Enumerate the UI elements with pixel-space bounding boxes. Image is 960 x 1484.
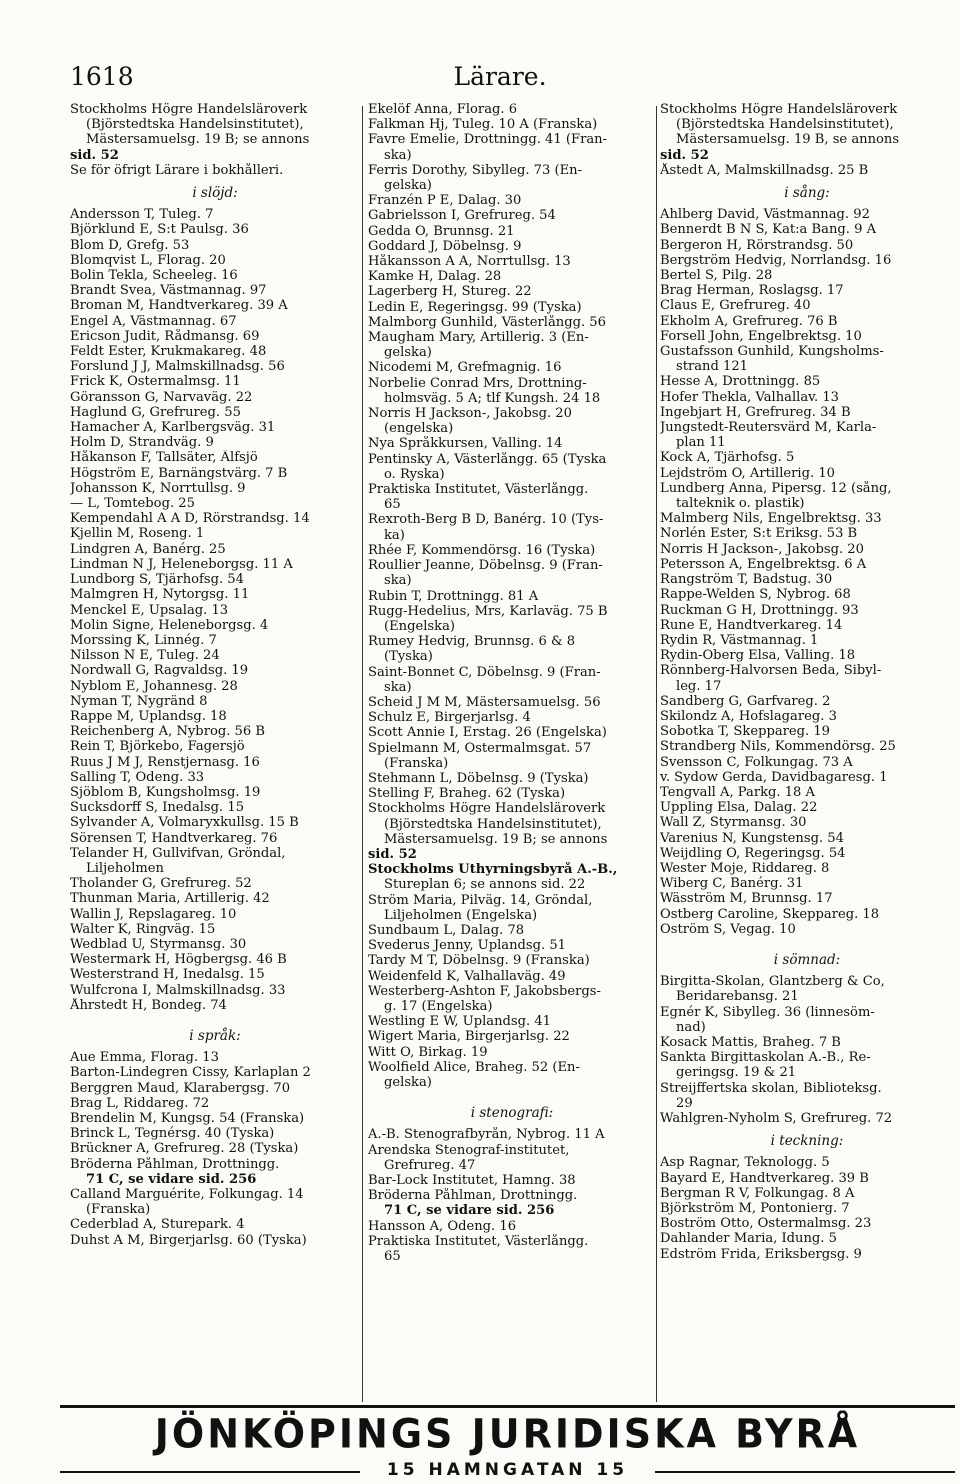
advert-rule-right <box>655 1471 955 1473</box>
directory-entry: Rumey Hedvig, Brunnsg. 6 & 8 <box>368 634 576 650</box>
advert-rule-left <box>60 1471 360 1473</box>
directory-entry: Norbelie Conrad Mrs, Drottning- <box>368 375 587 391</box>
directory-entry: — L, Tomtebog. 25 <box>70 496 195 512</box>
directory-entry: Bröderna Påhlman, Drottningg. <box>70 1156 280 1172</box>
directory-entry: plan 11 <box>676 435 726 451</box>
directory-columns <box>70 102 952 1402</box>
directory-entry: Sörensen T, Handtverkareg. 76 <box>70 830 278 846</box>
directory-entry: Berggren Maud, Klarabergsg. 70 <box>70 1080 291 1096</box>
directory-entry: Bertel S, Pilg. 28 <box>660 268 773 284</box>
directory-entry: nad) <box>676 1019 706 1035</box>
directory-entry: Lindgren A, Banérg. 25 <box>70 541 226 557</box>
section-heading: i stenografi: <box>470 1105 554 1122</box>
directory-entry: 71 C, se vidare sid. 256 <box>86 1171 257 1187</box>
directory-entry: Bergman R V, Folkungag. 8 A <box>660 1185 855 1201</box>
directory-entry: Blom D, Grefg. 53 <box>70 237 190 253</box>
directory-entry: Roullier Jeanne, Döbelnsg. 9 (Fran- <box>368 558 603 574</box>
directory-entry: Andersson T, Tuleg. 7 <box>70 207 214 223</box>
directory-entry: gelska) <box>384 178 432 194</box>
directory-entry: sid. 52 <box>70 147 119 163</box>
directory-entry: Lagerberg H, Stureg. 22 <box>368 284 532 300</box>
directory-entry: Kosack Mattis, Braheg. 7 B <box>660 1034 841 1050</box>
directory-entry: Sundbaum L, Dalag. 78 <box>368 922 525 938</box>
directory-entry: Wäsström M, Brunnsg. 17 <box>660 891 833 907</box>
directory-entry: Stockholms Högre Handelsläroverk <box>660 102 898 117</box>
directory-entry: v. Sydow Gerda, Davidbagaresg. 1 <box>660 769 888 785</box>
directory-entry: Wedblad U, Styrmansg. 30 <box>70 936 247 952</box>
directory-entry: Beridarebansg. 21 <box>676 989 799 1005</box>
directory-entry: Holm D, Strandväg. 9 <box>70 435 214 451</box>
directory-entry: Ruckman G H, Drottningg. 93 <box>660 602 859 618</box>
directory-entry: 29 <box>676 1095 693 1111</box>
advert-address: 15 HAMNGATAN 15 <box>386 1460 629 1480</box>
directory-entry: o. Ryska) <box>384 466 445 482</box>
directory-entry: Bergström Hedvig, Norrlandsg. 16 <box>660 252 892 268</box>
directory-entry: Tardy M T, Döbelnsg. 9 (Franska) <box>368 953 590 969</box>
directory-entry: Stockholms Uthyrningsbyrå A.-B., <box>368 862 618 878</box>
directory-entry: 71 C, se vidare sid. 256 <box>384 1203 555 1219</box>
directory-entry: Kock A, Tjärhofsg. 5 <box>660 450 795 466</box>
directory-entry: Björkström M, Pontonierg. 7 <box>660 1201 850 1217</box>
directory-entry: g. 17 (Engelska) <box>384 998 493 1014</box>
directory-entry: Witt O, Birkag. 19 <box>368 1044 488 1060</box>
directory-entry: Haglund G, Grefrureg. 55 <box>70 404 241 420</box>
directory-entry: Rydin-Öberg Elsa, Valling. 18 <box>660 648 856 664</box>
directory-entry: Wiberg C, Banérg. 31 <box>660 876 804 892</box>
directory-entry: Brag Herman, Roslagsg. 17 <box>660 283 844 299</box>
directory-entry: (Björstedtska Handelsinstitutet), <box>676 117 894 133</box>
directory-entry: Gabrielsson I, Grefrureg. 54 <box>368 208 556 224</box>
directory-entry: Nordwall G, Ragvaldsg. 19 <box>70 663 249 679</box>
directory-entry: Malmborg Gunhild, Västerlångg. 56 <box>368 314 606 330</box>
directory-entry: Nya Språkkursen, Valling. 14 <box>368 436 563 452</box>
directory-entry: Egnér K, Sibylleg. 36 (linnesöm- <box>660 1004 875 1020</box>
directory-entry: Varenius N, Kungstensg. 54 <box>660 830 844 846</box>
directory-entry: Mästersamuelsg. 19 B; se annons <box>86 132 310 148</box>
directory-entry: Ledin E, Regeringsg. 99 (Tyska) <box>368 299 582 315</box>
directory-entry: Rangström T, Badstug. 30 <box>660 572 833 588</box>
directory-entry: Göransson G, Narvaväg. 22 <box>70 389 253 405</box>
directory-entry: Mästersamuelsg. 19 B, se annons <box>676 132 900 148</box>
directory-entry: Svensson C, Folkungag. 73 A <box>660 754 853 770</box>
advertisement-banner <box>60 1405 955 1484</box>
directory-entry: Mästersamuelsg. 19 B; se annons <box>384 831 608 847</box>
directory-entry: Ekholm A, Grefrureg. 76 B <box>660 313 838 329</box>
directory-entry: Rugg-Hedelius, Mrs, Karlaväg. 75 B <box>368 603 608 619</box>
section-heading: i sång: <box>784 185 830 202</box>
directory-entry: Gedda O, Brunnsg. 21 <box>368 223 515 239</box>
directory-entry: Maugham Mary, Artillerig. 3 (En- <box>368 330 589 346</box>
directory-entry: geringsg. 19 & 21 <box>676 1065 797 1081</box>
directory-entry: Forslund J J, Malmskillnadsg. 56 <box>70 359 285 375</box>
directory-entry: (Björstedtska Handelsinstitutet), <box>384 816 602 832</box>
directory-entry: Rydin R, Västmannag. 1 <box>660 632 819 648</box>
directory-entry: Tholander G, Grefrureg. 52 <box>70 876 252 892</box>
directory-entry: Calland Marguérite, Folkungag. 14 <box>70 1187 304 1203</box>
directory-entry: Wallin J, Repslagareg. 10 <box>70 906 237 922</box>
directory-entry: Rubin T, Drottningg. 81 A <box>368 588 539 604</box>
directory-entry: Brandt Svea, Västmannag. 97 <box>70 283 267 299</box>
directory-entry: Menckel E, Upsalag. 13 <box>70 602 229 618</box>
directory-entry: Ingebjart H, Grefrureg. 34 B <box>660 404 851 420</box>
directory-entry: Jungstedt-Reutersvärd M, Karla- <box>660 420 877 436</box>
directory-entry: Pentinsky A, Västerlångg. 65 (Tyska <box>368 451 607 467</box>
directory-entry: Engel A, Västmannag. 67 <box>70 313 237 329</box>
section-heading: i slöjd: <box>192 185 238 202</box>
section-gap <box>368 1090 656 1098</box>
directory-entry: Gustafsson Gunhild, Kungsholms- <box>660 344 884 360</box>
directory-entry: Kamke H, Dalag. 28 <box>368 269 502 285</box>
page-number: 1618 <box>70 62 134 91</box>
directory-entry: Bennerdt B N S, Kat:a Bang. 9 A <box>660 222 877 238</box>
directory-entry: Edström Frida, Eriksbergsg. 9 <box>660 1246 862 1262</box>
directory-entry: A.-B. Stenografbyrån, Nybrog. 11 A <box>368 1127 605 1143</box>
directory-entry: Boström Otto, Östermalmsg. 23 <box>660 1216 872 1232</box>
directory-entry: Birgitta-Skolan, Glantzberg & Co, <box>660 974 885 990</box>
directory-entry: Malmberg Nils, Engelbrektsg. 33 <box>660 511 882 527</box>
directory-entry: Rune E, Handtverkareg. 14 <box>660 617 843 633</box>
directory-entry: Broman M, Handtverkareg. 39 A <box>70 298 288 314</box>
directory-entry: sid. 52 <box>660 147 709 163</box>
directory-entry: Falkman Hj, Tuleg. 10 A (Franska) <box>368 117 598 133</box>
directory-entry: Nicodemi M, Grefmagnig. 16 <box>368 360 562 376</box>
directory-entry: Blomqvist L, Florag. 20 <box>70 252 226 268</box>
directory-entry: Östberg Caroline, Skeppareg. 18 <box>660 906 880 922</box>
directory-entry: Stureplan 6; se annons sid. 22 <box>384 877 586 893</box>
directory-entry: Sobotka T, Skeppareg. 19 <box>660 724 831 740</box>
advert-subrow <box>60 1460 955 1484</box>
directory-entry: Stelling F, Braheg. 62 (Tyska) <box>368 786 566 802</box>
directory-entry: Björklund E, S:t Paulsg. 36 <box>70 222 249 238</box>
directory-entry: Håkansson A A, Norrtullsg. 13 <box>368 254 571 270</box>
directory-entry: (Tyska) <box>384 649 433 665</box>
directory-entry: Stockholms Högre Handelsläroverk <box>368 801 606 817</box>
directory-entry: Bayard E, Handtverkareg. 39 B <box>660 1170 869 1186</box>
column-divider <box>362 106 363 1402</box>
directory-entry: Bolin Tekla, Scheeleg. 16 <box>70 268 238 284</box>
directory-entry: Westling E W, Uplandsg. 41 <box>368 1014 551 1030</box>
directory-entry: Walter K, Ringväg. 15 <box>70 921 216 937</box>
directory-entry: Lejdström O, Artillerig. 10 <box>660 465 835 481</box>
directory-entry: Tengvall A, Parkg. 18 A <box>660 784 816 800</box>
directory-entry: Sandberg G, Garfvareg. 2 <box>660 693 831 709</box>
directory-entry: ska) <box>384 679 412 695</box>
directory-entry: Ruus J M J, Renstjernasg. 16 <box>70 754 260 770</box>
directory-entry: Goddard J, Döbelnsg. 9 <box>368 238 522 254</box>
directory-entry: Petersson A, Engelbrektsg. 6 A <box>660 556 867 572</box>
directory-entry: Hofer Thekla, Valhallav. 13 <box>660 389 839 405</box>
directory-entry: Ferris Dorothy, Sibylleg. 73 (En- <box>368 162 583 178</box>
directory-entry: talteknik o. plastik) <box>676 496 805 512</box>
directory-entry: ka) <box>384 527 405 543</box>
directory-entry: Favre Emelie, Drottningg. 41 (Fran- <box>368 132 607 148</box>
directory-entry: Brendelin M, Kungsg. 54 (Franska) <box>70 1111 305 1126</box>
directory-entry: Barton-Lindegren Cissy, Karlaplan 2 <box>70 1065 311 1081</box>
directory-entry: Nilsson N E, Tuleg. 24 <box>70 648 220 664</box>
directory-entry: Wigert Maria, Birgerjarlsg. 22 <box>368 1029 570 1045</box>
directory-entry: Brückner A, Grefrureg. 28 (Tyska) <box>70 1141 299 1157</box>
directory-entry: Aue Emma, Florag. 13 <box>70 1050 219 1066</box>
directory-entry: Ahlberg David, Västmannag. 92 <box>660 207 870 223</box>
directory-entry: Johansson K, Norrtullsg. 9 <box>70 480 246 496</box>
directory-entry: Norris H Jackson-, Jakobsg. 20 <box>368 406 572 422</box>
directory-entry: gelska) <box>384 345 432 361</box>
directory-entry: strand 121 <box>676 359 749 375</box>
directory-entry: Brinck L, Tegnérsg. 40 (Tyska) <box>70 1126 275 1142</box>
directory-entry: Svederus Jenny, Uplandsg. 51 <box>368 938 566 954</box>
directory-entry: Liljeholmen (Engelska) <box>384 907 538 923</box>
directory-entry: ska) <box>384 147 412 163</box>
directory-entry: Sucksdorff S, Inedalsg. 15 <box>70 800 245 816</box>
directory-entry: Saint-Bonnet C, Döbelnsg. 9 (Fran- <box>368 664 601 680</box>
section-heading: i språk: <box>189 1027 241 1044</box>
directory-entry: Rexroth-Berg B D, Banérg. 10 (Tys- <box>368 512 604 528</box>
directory-entry: Rappe M, Uplandsg. 18 <box>70 708 227 724</box>
directory-entry: (Franska) <box>384 755 449 771</box>
directory-entry: Strandberg Nils, Kommendörsg. 25 <box>660 739 896 755</box>
directory-entry: Westerberg-Ashton F, Jakobsbergs- <box>368 983 601 999</box>
directory-entry: Franzén P E, Dalag. 30 <box>368 193 522 209</box>
directory-entry: Rappe-Welden S, Nybrog. 68 <box>660 587 851 603</box>
directory-entry: Praktiska Institutet, Västerlångg. <box>368 482 589 498</box>
directory-entry: Öström S, Vegag. 10 <box>660 921 796 937</box>
directory-entry: 65 <box>384 497 401 513</box>
directory-entry: Praktiska Institutet, Västerlångg. <box>368 1233 589 1249</box>
section-gap <box>660 937 954 945</box>
directory-entry: Woolfield Alice, Braheg. 52 (En- <box>368 1059 580 1075</box>
directory-entry: Reichenberg A, Nybrog. 56 B <box>70 724 265 740</box>
directory-entry: Håkanson F, Tallsäter, Älfsjö <box>70 450 258 466</box>
directory-entry: sid. 52 <box>368 846 417 862</box>
directory-entry: Scott Annie I, Erstag. 26 (Engelska) <box>368 725 607 741</box>
directory-entry: Wester Moje, Riddareg. 8 <box>660 860 830 876</box>
directory-entry: Molin Signe, Heleneborgsg. 4 <box>70 617 269 633</box>
directory-entry: (Engelska) <box>384 618 455 634</box>
directory-entry: Hesse A, Drottningg. 85 <box>660 374 821 390</box>
column-right <box>660 102 954 1262</box>
directory-entry: Hansson A, Odeng. 16 <box>368 1218 517 1234</box>
directory-entry: Westermark H, Högbergsg. 46 B <box>70 952 287 968</box>
directory-entry: Lundberg Anna, Pipersg. 12 (sång, <box>660 480 892 496</box>
directory-entry: Se för öfrigt Lärare i bokhålleri. <box>70 162 284 178</box>
directory-entry: Hamacher A, Karlbergsväg. 31 <box>70 420 276 436</box>
directory-entry: Ström Maria, Pilväg. 14, Gröndal, <box>368 892 593 908</box>
directory-entry: Wall Z, Styrmansg. 30 <box>660 815 807 831</box>
directory-entry: Sjöblom B, Kungsholmsg. 19 <box>70 784 261 800</box>
directory-entry: Salling T, Odeng. 33 <box>70 769 205 785</box>
directory-entry: Wahlgren-Nyholm S, Grefrureg. 72 <box>660 1111 893 1126</box>
directory-entry: Kjellin M, Roseng. 1 <box>70 526 205 542</box>
directory-entry: holmsväg. 5 A; tlf Kungsh. 24 18 <box>384 390 601 406</box>
directory-entry: Rhée F, Kommendörsg. 16 (Tyska) <box>368 542 596 558</box>
directory-entry: Weidenfeld K, Valhallaväg. 49 <box>368 968 566 984</box>
directory-entry: Åhrstedt H, Bondeg. 74 <box>70 997 227 1013</box>
directory-entry: (engelska) <box>384 421 454 437</box>
directory-entry: Telander H, Gullvifvan, Gröndal, <box>70 845 286 861</box>
directory-entry: Arendska Stenograf-institutet, <box>368 1142 570 1158</box>
directory-entry: Cederblad A, Sturepark. 4 <box>70 1217 245 1233</box>
directory-entry: Bergeron H, Rörstrandsg. 50 <box>660 237 854 253</box>
directory-entry: Stockholms Högre Handelsläroverk <box>70 102 308 117</box>
directory-entry: Frick K, Östermalmsg. 11 <box>70 374 241 390</box>
directory-entry: ska) <box>384 573 412 589</box>
directory-entry: Claus E, Grefrureg. 40 <box>660 298 811 314</box>
directory-entry: Liljeholmen <box>86 860 164 876</box>
directory-entry: (Franska) <box>86 1202 151 1218</box>
directory-entry: Åstedt A, Malmskillnadsg. 25 B <box>660 162 869 178</box>
directory-entry: Nyman T, Nygränd 8 <box>70 693 208 709</box>
directory-entry: Forsell John, Engelbrektsg. 10 <box>660 328 862 344</box>
directory-entry: Nyblom E, Johannesg. 28 <box>70 678 238 694</box>
directory-entry: Wulfcrona I, Malmskillnadsg. 33 <box>70 982 286 998</box>
directory-entry: Sankta Birgittaskolan A.-B., Re- <box>660 1050 871 1066</box>
directory-entry: Lundborg S, Tjärhofsg. 54 <box>70 572 244 588</box>
directory-entry: Spielmann M, Östermalmsgat. 57 <box>368 740 592 756</box>
directory-entry: Sylvander A, Volmaryxkullsg. 15 B <box>70 815 299 831</box>
page-header <box>70 62 930 102</box>
directory-entry: Thunman Maria, Artillerig. 42 <box>70 891 270 907</box>
advert-title: JÖNKÖPINGS JURIDISKA BYRÅ <box>154 1410 861 1458</box>
directory-entry: Brag L, Riddareg. 72 <box>70 1095 210 1111</box>
directory-entry: Westerstrand H, Inedalsg. 15 <box>70 967 265 983</box>
directory-entry: Ericson Judit, Rådmansg. 69 <box>70 328 260 344</box>
column-divider <box>656 106 657 1402</box>
directory-entry: Stehmann L, Döbelnsg. 9 (Tyska) <box>368 770 589 786</box>
directory-entry: Bar-Lock Institutet, Hamng. 38 <box>368 1173 576 1189</box>
directory-entry: Rönnberg-Halvorsen Beda, Sibyl- <box>660 663 882 679</box>
directory-entry: leg. 17 <box>676 678 722 694</box>
directory-entry: gelska) <box>384 1075 432 1090</box>
directory-entry: Bröderna Påhlman, Drottningg. <box>368 1188 578 1204</box>
directory-entry: Dahlander Maria, Idung. 5 <box>660 1231 837 1247</box>
directory-entry: Grefrureg. 47 <box>384 1157 476 1173</box>
directory-entry: 65 <box>384 1249 401 1265</box>
directory-entry: (Björstedtska Handelsinstitutet), <box>86 117 304 133</box>
directory-entry: Schulz E, Birgerjarlsg. 4 <box>368 710 531 726</box>
section-gap <box>70 1013 360 1021</box>
directory-entry: Feldt Ester, Krukmakareg. 48 <box>70 344 267 360</box>
directory-entry: Scheid J M M, Mästersamuelsg. 56 <box>368 694 601 710</box>
directory-entry: Weijdling O, Regeringsg. 54 <box>660 845 846 861</box>
column-left <box>70 102 360 1248</box>
running-title: Lärare. <box>453 62 547 91</box>
column-middle <box>368 102 656 1264</box>
section-heading: i teckning: <box>770 1133 844 1150</box>
directory-entry: Morssing K, Linnég. 7 <box>70 632 217 648</box>
directory-entry: Malmgren H, Nytorgsg. 11 <box>70 587 250 603</box>
directory-entry: Norris H Jackson-, Jakobsg. 20 <box>660 541 864 557</box>
directory-entry: Högström E, Barnängstvärg. 7 B <box>70 465 288 481</box>
directory-entry: Rein T, Björkebo, Fagersjö <box>70 739 245 755</box>
advert-rule <box>60 1405 955 1408</box>
directory-entry: Streijffertska skolan, Biblioteksg. <box>660 1080 882 1096</box>
directory-entry: Asp Ragnar, Teknologg. 5 <box>660 1155 830 1171</box>
directory-entry: Kempendahl A A D, Rörstrandsg. 14 <box>70 511 310 527</box>
directory-entry: Uppling Elsa, Dalag. 22 <box>660 800 818 816</box>
directory-entry: Skilondz A, Hofslagareg. 3 <box>660 708 837 724</box>
directory-entry: Lindman N J, Heleneborgsg. 11 A <box>70 556 293 572</box>
directory-entry: Norlén Ester, S:t Eriksg. 53 B <box>660 526 858 542</box>
directory-entry: Duhst A M, Birgerjarlsg. 60 (Tyska) <box>70 1232 307 1248</box>
section-heading: i sömnad: <box>773 951 841 968</box>
directory-entry: Ekelöf Anna, Florag. 6 <box>368 102 518 117</box>
